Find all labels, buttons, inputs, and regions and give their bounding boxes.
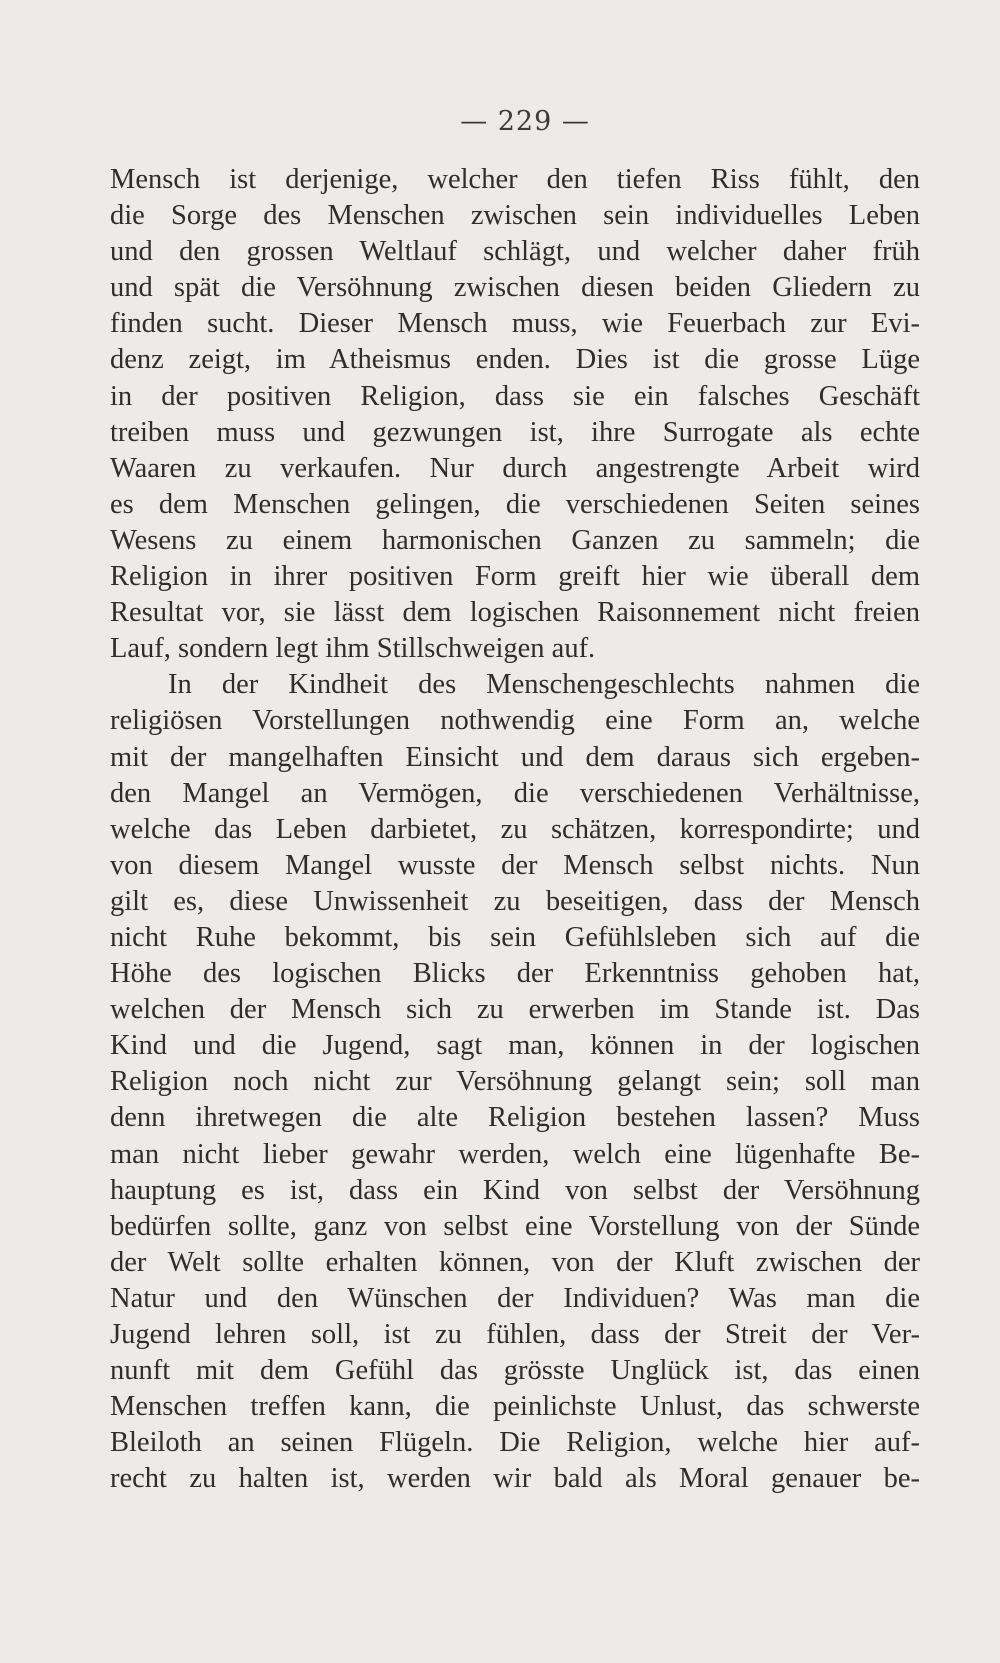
page-number: — 229 — [460,106,590,137]
text-line: treiben muss und gezwungen ist, ihre Surrogate als echte [110,416,920,448]
text-line: nunft mit dem Gefühl das grösste Unglück ist, das einen [110,1355,920,1387]
text-line: Höhe des logischen Blicks der Erkenntniss gehoben hat, [110,958,920,990]
text-line: Religion in ihrer positiven Form greift hier wie überall dem [110,561,920,593]
text-line: mit der mangelhaften Einsicht und dem daraus sich ergeben- [110,741,920,773]
text-line: Mensch ist derjenige, welcher den tiefen Riss fühlt, den [110,164,920,195]
text-line: bedürfen sollte, ganz von selbst eine Vorstellung von der Sünde [110,1210,920,1242]
text-line: Bleiloth an seinen Flügeln. Die Religion, welche hier auf- [110,1427,920,1459]
text-line: denz zeigt, im Atheismus enden. Dies ist die grosse Lüge [110,344,920,376]
text-line: gilt es, diese Unwissenheit zu beseitigen, dass der Mensch [110,885,920,917]
text-line: In der Kindheit des Menschengeschlechts nahmen die [168,669,920,701]
text-line: Kind und die Jugend, sagt man, können in der logischen [110,1030,920,1062]
text-line: die Sorge des Menschen zwischen sein individuelles Leben [110,200,920,232]
text-line: den Mangel an Vermögen, die verschiedenen Verhältnisse, [110,777,920,809]
text-line: es dem Menschen gelingen, die verschiedenen Seiten seines [110,488,920,520]
text-line: von diesem Mangel wusste der Mensch selbst nichts. Nun [110,849,920,881]
text-line: und den grossen Weltlauf schlägt, und welcher daher früh [110,236,920,268]
text-line: Religion noch nicht zur Versöhnung gelangt sein; soll man [110,1066,920,1098]
text-line: der Welt sollte erhalten können, von der Kluft zwischen der [110,1246,920,1278]
text-line: denn ihretwegen die alte Religion bestehen lassen? Muss [110,1102,920,1134]
text-line: und spät die Versöhnung zwischen diesen beiden Gliedern zu [110,272,920,304]
text-line: recht zu halten ist, werden wir bald als Moral genauer be- [110,1463,920,1495]
text-line: Wesens zu einem harmonischen Ganzen zu sammeln; die [110,524,920,556]
text-line: Lauf, sondern legt ihm Stillschweigen auf. [110,633,596,665]
text-line: nicht Ruhe bekommt, bis sein Gefühlsleben sich auf die [110,921,920,953]
text-line: finden sucht. Dieser Mensch muss, wie Feuerbach zur Evi- [110,308,920,340]
text-line: Natur und den Wünschen der Individuen? Was man die [110,1282,920,1314]
text-line: welchen der Mensch sich zu erwerben im Stande ist. Das [110,994,920,1026]
text-line: Menschen treffen kann, die peinlichste Unlust, das schwerste [110,1391,920,1423]
text-line: welche das Leben darbietet, zu schätzen, korrespondirte; und [110,813,920,845]
text-line: man nicht lieber gewahr werden, welch eine lügenhafte Be- [110,1138,920,1170]
text-line: Resultat vor, sie lässt dem logischen Raisonnement nicht freien [110,597,920,629]
paragraph-2 [110,667,920,1497]
text-line: Waaren zu verkaufen. Nur durch angestrengte Arbeit wird [110,452,920,484]
text-line: Jugend lehren soll, ist zu fühlen, dass der Streit der Ver- [110,1319,920,1350]
text-line: religiösen Vorstellungen nothwendig eine Form an, welche [110,705,920,737]
body-text [110,162,920,1497]
text-line: in der positiven Religion, dass sie ein falsches Geschäft [110,380,920,412]
text-line: hauptung es ist, dass ein Kind von selbst der Versöhnung [110,1174,920,1206]
paragraph-1 [110,162,920,667]
